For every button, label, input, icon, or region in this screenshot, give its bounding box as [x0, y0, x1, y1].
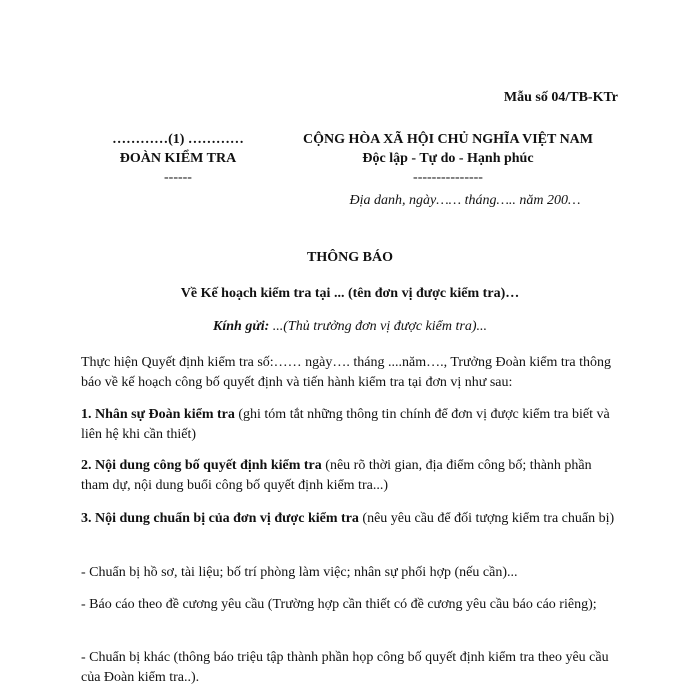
recipient-label: Kính gửi: — [213, 319, 270, 334]
section-3 — [81, 509, 621, 529]
issuer-placeholder: …………(1) ………… — [112, 132, 244, 147]
section-2-heading: 2. Nội dung công bố quyết định kiểm tra — [81, 458, 322, 473]
bullet-item: - Chuẩn bị hồ sơ, tài liệu; bố trí phòng làm việc; nhân sự phối hợp (nếu cần)... — [81, 565, 518, 580]
bullet-item: - Báo cáo theo đề cương yêu cầu (Trường hợp cần thiết có đề cương yêu cầu báo cáo riêng); — [81, 597, 597, 612]
section-2-note: (nêu rõ thời gian, địa điểm công bố; thành phần tham dự, nội dung buổi công bố quyết định kiểm tra...) — [81, 458, 592, 493]
country-name: CỘNG HÒA XÃ HỘI CHỦ NGHĨA VIỆT NAM — [302, 132, 593, 147]
recipient-value: ...(Thủ trưởng đơn vị được kiểm tra)... — [269, 319, 487, 334]
section-1 — [81, 405, 621, 445]
national-header — [258, 130, 638, 187]
section-1-note: (ghi tóm tắt những thông tin chính để đơn vị được kiểm tra biết và liên hệ khi cần thiết) — [81, 407, 610, 442]
document-title: THÔNG BÁO — [307, 250, 393, 265]
issuer-underline: ------ — [164, 170, 192, 185]
section-2 — [81, 456, 621, 496]
section-3-note: (nêu yêu cầu để đối tượng kiểm tra chuẩn bị) — [358, 511, 615, 526]
date-line: Địa danh, ngày…… tháng….. năm 200… — [349, 193, 581, 208]
form-code: Mẫu số 04/TB-KTr — [503, 90, 618, 105]
intro-paragraph: Thực hiện Quyết định kiểm tra số:…… ngày…. tháng ....năm…., Trưởng Đoàn kiểm tra thông báo về kế hoạch công bố quyết định và tiến hành kiểm tra tại đơn vị như sau: — [81, 355, 612, 390]
bullet-item: - Chuẩn bị khác (thông báo triệu tập thành phần họp công bố quyết định kiểm tra theo yêu cầu của Đoàn kiểm tra..). — [81, 650, 609, 685]
document-subtitle: Về Kế hoạch kiểm tra tại ... (tên đơn vị được kiểm tra)… — [180, 286, 520, 301]
issuer-block — [88, 130, 268, 187]
issuer-name: ĐOÀN KIỂM TRA — [119, 151, 237, 166]
national-motto: Độc lập - Tự do - Hạnh phúc — [362, 151, 534, 166]
motto-underline: --------------- — [413, 170, 483, 185]
section-1-heading: 1. Nhân sự Đoàn kiểm tra — [81, 407, 235, 422]
recipient-line — [0, 319, 700, 335]
section-3-heading: 3. Nội dung chuẩn bị của đơn vị được kiểm tra — [81, 511, 359, 526]
